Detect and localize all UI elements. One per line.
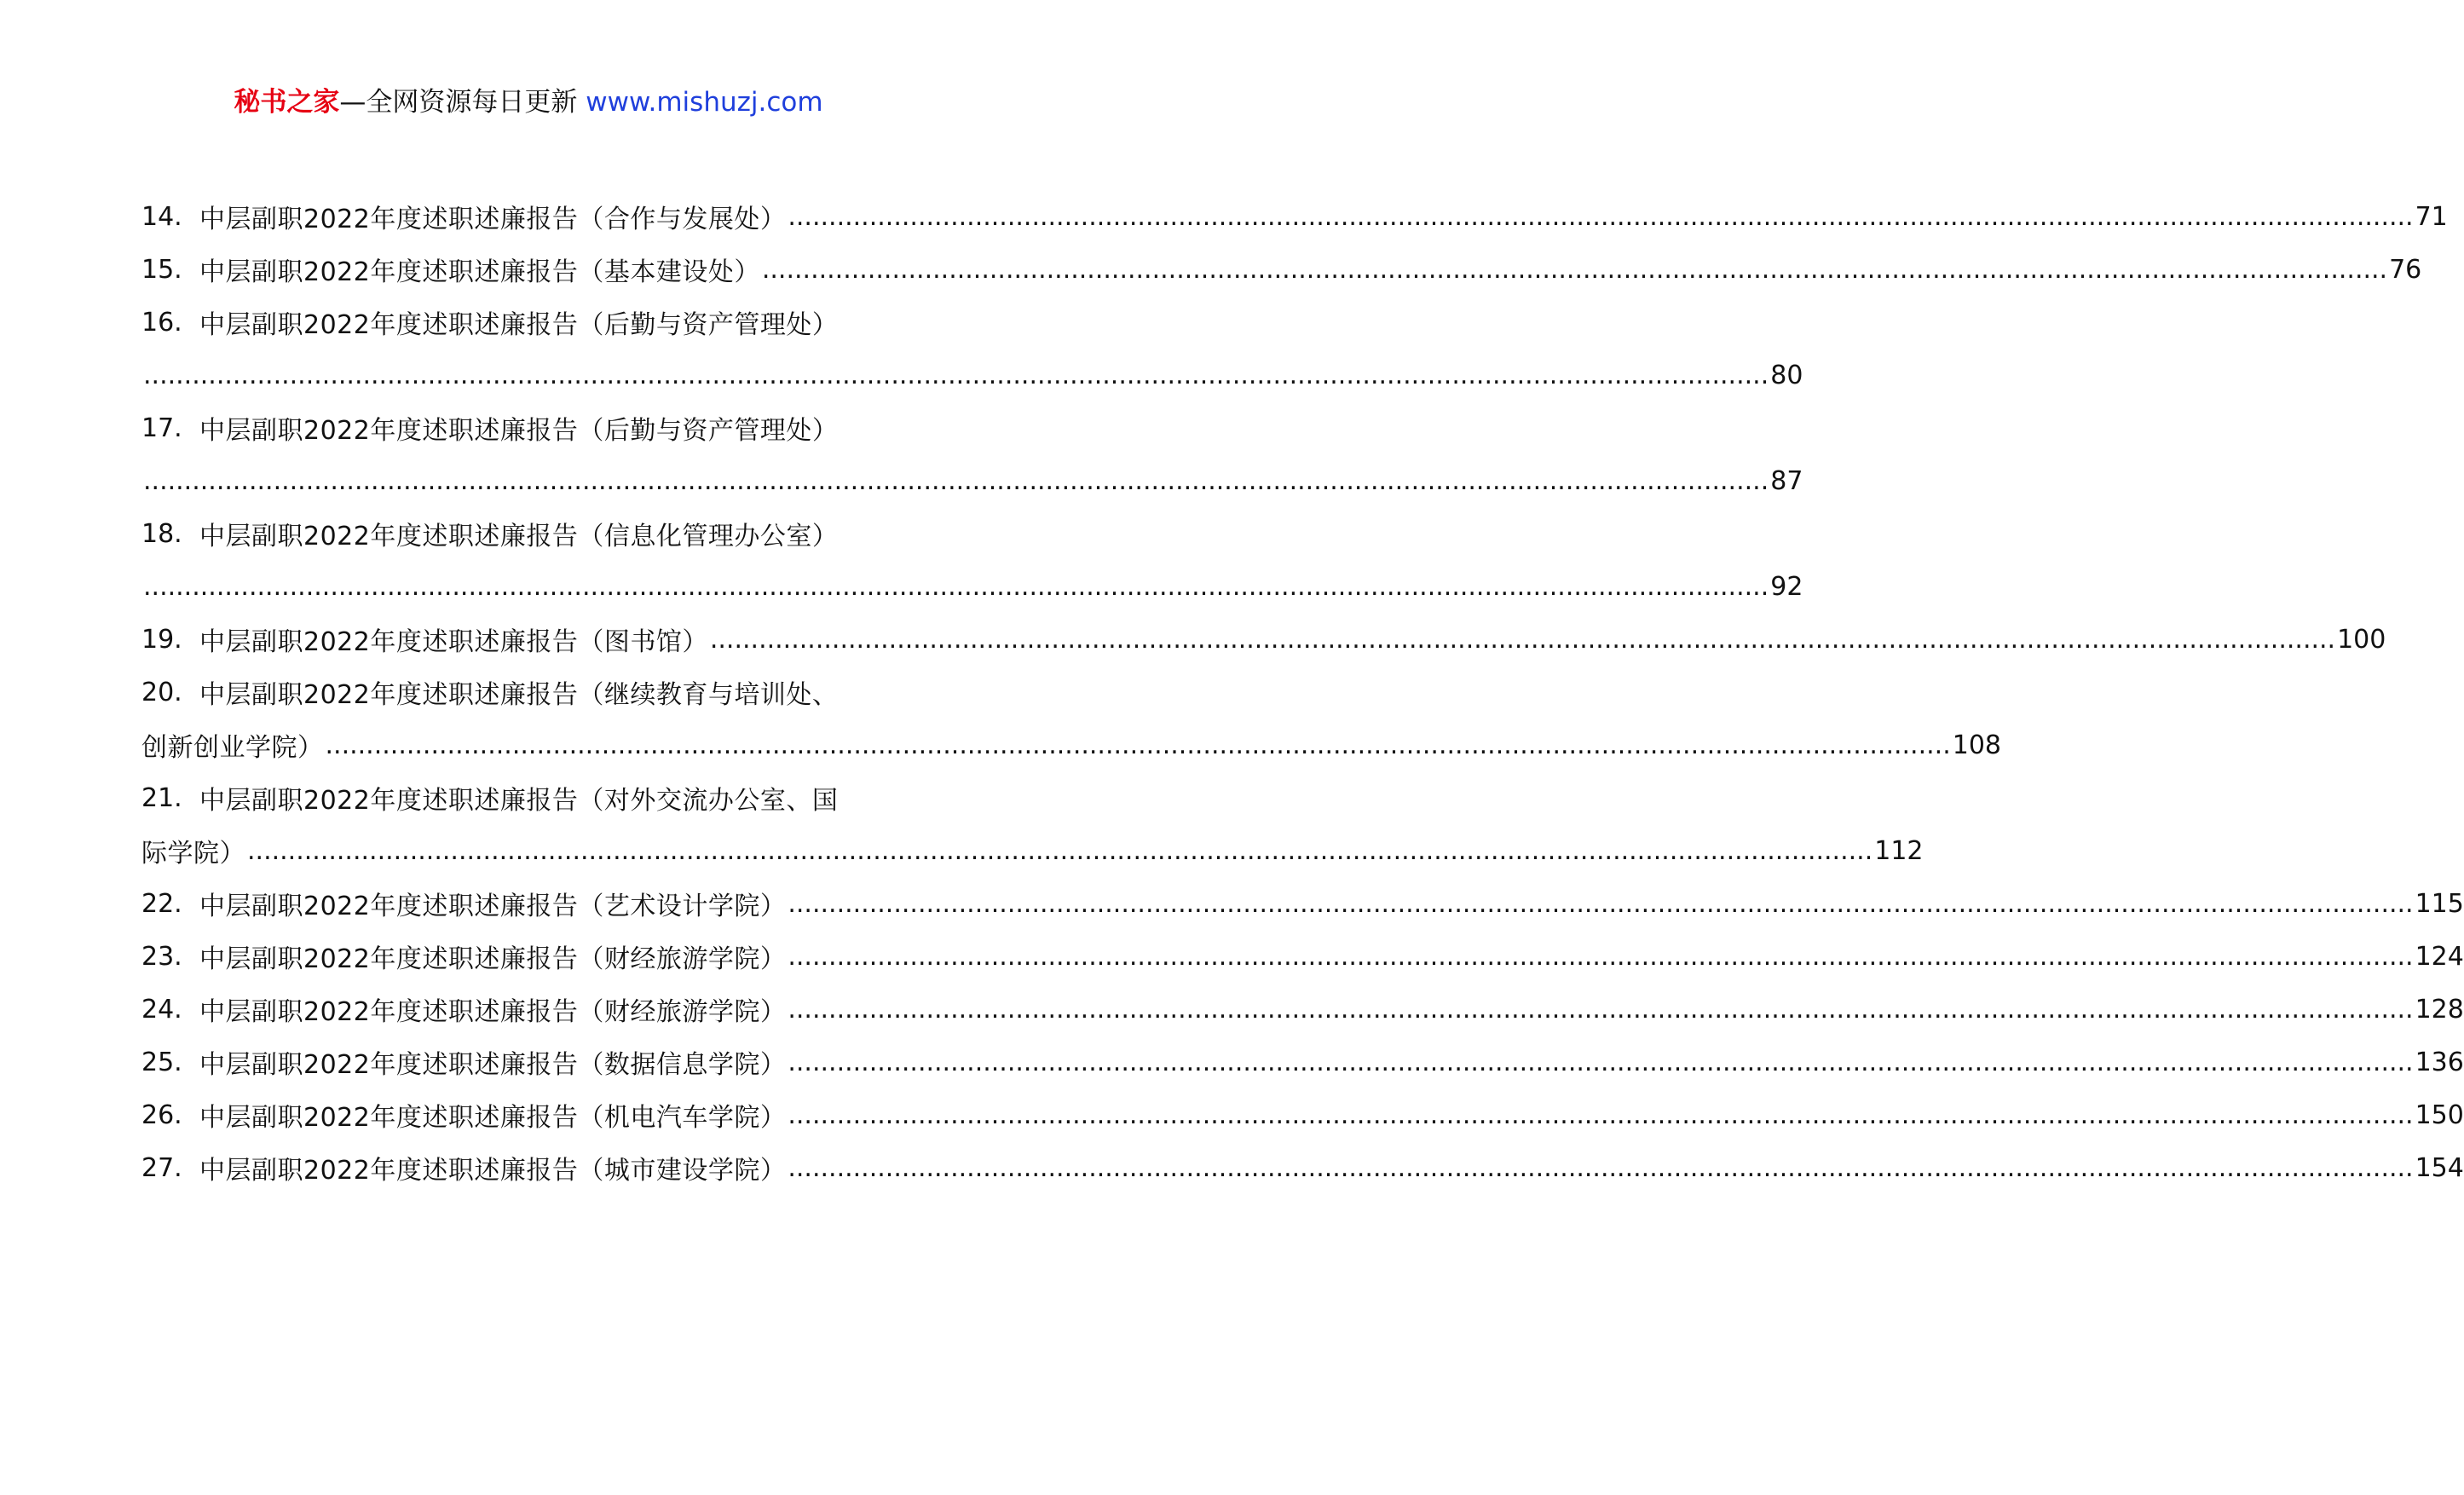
toc-leader-dots: ........................................................................................................................................................................................................ xyxy=(788,941,2414,972)
toc-entry[interactable] xyxy=(141,296,923,349)
toc-entry-title: 中层副职2022年度述职述廉报告（财经旅游学院） xyxy=(199,997,787,1027)
toc-leader-dots: ........................................................................................................................................................................................................ xyxy=(788,1152,2414,1183)
toc-entry-title: 中层副职2022年度述职述廉报告（财经旅游学院） xyxy=(199,944,787,974)
toc-entry-number: 21. xyxy=(141,782,182,813)
table-of-contents xyxy=(141,190,2464,1194)
toc-entry-page: 136 xyxy=(2415,1047,2464,1077)
toc-entry-number: 17. xyxy=(141,413,182,443)
toc-leader-dots: ........................................................................................................................................................................................................ xyxy=(788,1100,2414,1130)
toc-entry-page: 92 xyxy=(1770,571,1803,602)
toc-leader-dots: ........................................................................................................................................................................................................ xyxy=(143,465,1769,496)
toc-entry[interactable] xyxy=(141,190,2448,243)
toc-entry[interactable] xyxy=(141,613,2386,666)
toc-entry-page: 71 xyxy=(2415,201,2448,232)
toc-entry-page: 100 xyxy=(2337,624,2386,655)
toc-entry-title: 中层副职2022年度述职述廉报告（后勤与资产管理处） xyxy=(199,416,839,446)
toc-entry[interactable] xyxy=(141,666,923,719)
toc-entry-title-continued: 际学院） xyxy=(141,839,245,869)
toc-entry[interactable] xyxy=(141,401,923,454)
toc-entry-title-continued: 创新创业学院） xyxy=(141,733,324,763)
toc-entry-page: 115 xyxy=(2415,888,2464,919)
toc-entry-title: 中层副职2022年度述职述廉报告（继续教育与培训处、 xyxy=(199,680,839,710)
toc-entry-title: 中层副职2022年度述职述廉报告（合作与发展处） xyxy=(199,205,787,234)
toc-entry-page: 128 xyxy=(2415,994,2464,1025)
toc-entry-page: 150 xyxy=(2415,1100,2464,1130)
toc-entry-number: 14. xyxy=(141,201,182,232)
toc-entry[interactable] xyxy=(141,930,2464,983)
toc-entry-number: 27. xyxy=(141,1152,182,1183)
toc-entry[interactable] xyxy=(141,1036,2464,1088)
toc-leader-dots: ........................................................................................................................................................................................................ xyxy=(761,254,2388,285)
toc-leader-dots: ........................................................................................................................................................................................................ xyxy=(788,888,2414,919)
toc-entry-number: 25. xyxy=(141,1047,182,1077)
toc-entry-continuation[interactable] xyxy=(141,349,1803,401)
brand-name: 秘书之家 xyxy=(234,87,340,118)
toc-entry-title: 中层副职2022年度述职述廉报告（图书馆） xyxy=(199,627,708,657)
toc-entry-title: 中层副职2022年度述职述廉报告（艺术设计学院） xyxy=(199,892,787,921)
toc-entry[interactable] xyxy=(141,877,2464,930)
toc-entry-title: 中层副职2022年度述职述廉报告（机电汽车学院） xyxy=(199,1103,787,1133)
toc-entry-continuation[interactable] xyxy=(141,560,1803,613)
toc-entry-title: 中层副职2022年度述职述廉报告（基本建设处） xyxy=(199,257,760,287)
toc-entry[interactable] xyxy=(141,983,2464,1036)
toc-entry-number: 18. xyxy=(141,518,182,549)
toc-entry-title: 中层副职2022年度述职述廉报告（对外交流办公室、国 xyxy=(199,786,839,816)
toc-entry-number: 23. xyxy=(141,941,182,972)
toc-entry-title: 中层副职2022年度述职述廉报告（数据信息学院） xyxy=(199,1050,787,1080)
toc-entry-number: 26. xyxy=(141,1100,182,1130)
toc-entry-page: 154 xyxy=(2415,1152,2464,1183)
toc-entry-number: 22. xyxy=(141,888,182,919)
toc-entry-continuation[interactable] xyxy=(141,454,1803,507)
toc-entry[interactable] xyxy=(141,771,923,824)
toc-entry[interactable] xyxy=(141,507,923,560)
toc-leader-dots: ........................................................................................................................................................................................................ xyxy=(325,730,1951,760)
toc-entry-page: 112 xyxy=(1874,835,1924,866)
toc-entry-number: 16. xyxy=(141,307,182,338)
toc-entry-number: 24. xyxy=(141,994,182,1025)
toc-entry-continuation[interactable] xyxy=(141,824,1924,877)
toc-leader-dots: ........................................................................................................................................................................................................ xyxy=(788,1047,2414,1077)
toc-leader-dots: ........................................................................................................................................................................................................ xyxy=(247,835,1873,866)
toc-entry[interactable] xyxy=(141,243,2422,296)
toc-entry-title: 中层副职2022年度述职述廉报告（城市建设学院） xyxy=(199,1156,787,1186)
toc-entry-number: 15. xyxy=(141,254,182,285)
toc-entry-continuation[interactable] xyxy=(141,719,2001,771)
toc-entry[interactable] xyxy=(141,1141,2464,1194)
toc-leader-dots: ........................................................................................................................................................................................................ xyxy=(788,994,2414,1025)
toc-entry-page: 108 xyxy=(1952,730,2001,760)
toc-entry-title: 中层副职2022年度述职述廉报告（信息化管理办公室） xyxy=(199,522,839,551)
toc-leader-dots: ........................................................................................................................................................................................................ xyxy=(143,571,1769,602)
toc-entry-page: 124 xyxy=(2415,941,2464,972)
toc-leader-dots: ........................................................................................................................................................................................................ xyxy=(788,201,2414,232)
toc-entry-title: 中层副职2022年度述职述廉报告（后勤与资产管理处） xyxy=(199,310,839,340)
toc-leader-dots: ........................................................................................................................................................................................................ xyxy=(709,624,2336,655)
toc-leader-dots: ........................................................................................................................................................................................................ xyxy=(143,360,1769,390)
site-url-link[interactable]: www.mishuzj.com xyxy=(586,87,823,118)
toc-entry-page: 87 xyxy=(1770,465,1803,496)
header-slogan: —全网资源每日更新 xyxy=(339,87,586,118)
toc-entry-page: 80 xyxy=(1770,360,1803,390)
toc-entry[interactable] xyxy=(141,1088,2464,1141)
toc-entry-number: 20. xyxy=(141,677,182,707)
toc-entry-page: 76 xyxy=(2389,254,2422,285)
toc-entry-number: 19. xyxy=(141,624,182,655)
page-header xyxy=(0,85,1057,119)
